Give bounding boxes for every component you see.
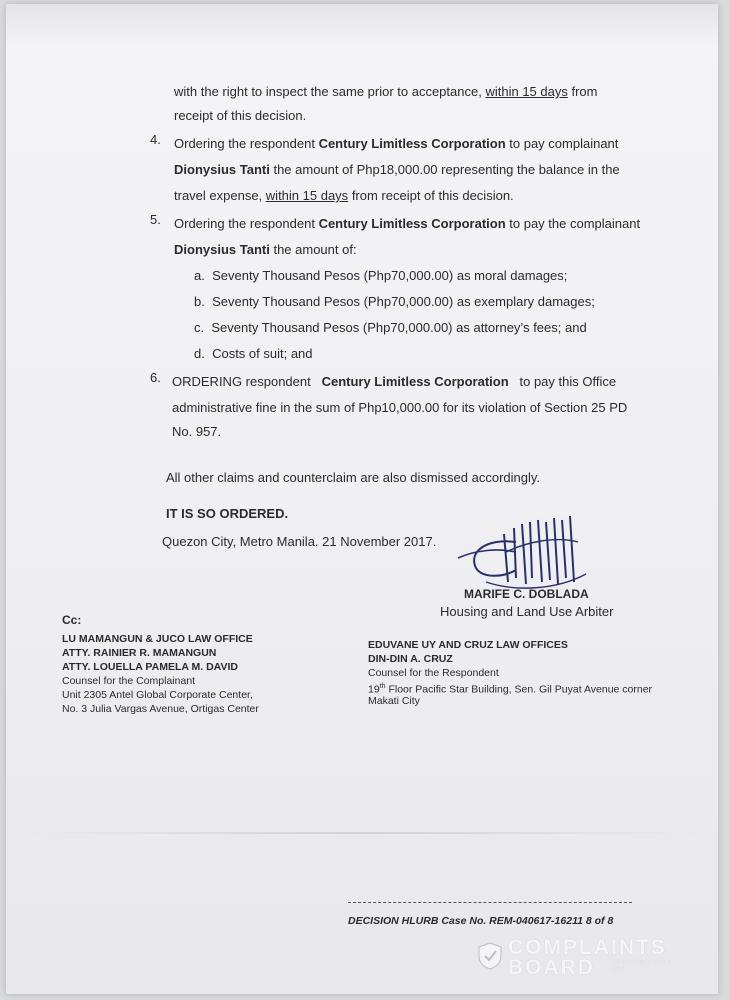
- watermark-tagline: CONSUMERS SINCE 2008: [612, 960, 672, 973]
- document-page: [6, 4, 718, 994]
- cc-left-line-2: ATTY. RAINIER R. MAMANGUN: [62, 647, 217, 659]
- item-6-line-3: No. 957.: [172, 424, 222, 439]
- continuation-line-2: receipt of this decision.: [174, 108, 307, 123]
- item-5-number: 5.: [150, 212, 161, 227]
- item-6-number: 6.: [150, 370, 161, 385]
- item-6-line-1: ORDERING respondent Century Limitless Corporation to pay this Office: [172, 374, 617, 389]
- arbiter-title: Housing and Land Use Arbiter: [440, 604, 614, 619]
- shield-icon: [478, 942, 502, 970]
- subitem-a: a. Seventy Thousand Pesos (Php70,000.00) as moral damages;: [194, 268, 568, 283]
- cc-right-line-2: DIN-DIN A. CRUZ: [368, 653, 453, 665]
- watermark-line-1: COMPLAINTS: [508, 936, 667, 959]
- cc-right-address-2: Makati City: [368, 695, 420, 707]
- cc-label: Cc:: [62, 613, 82, 627]
- item-4-line-2: Dionysius Tanti the amount of Php18,000.00 representing the balance in the: [174, 162, 620, 177]
- cc-right-address-1: 19th Floor Pacific Star Building, Sen. Gil Puyat Avenue corner: [368, 683, 653, 696]
- complaints-board-watermark: [474, 934, 700, 986]
- item-6-line-2: administrative fine in the sum of Php10,000.00 for its violation of Section 25 PD: [172, 400, 628, 415]
- place-date: Quezon City, Metro Manila. 21 November 2017.: [162, 534, 437, 549]
- cc-left-line-5: Unit 2305 Antel Global Corporate Center,: [62, 689, 253, 701]
- cc-left-line-4: Counsel for the Complainant: [62, 675, 196, 687]
- page-shadow: [6, 4, 718, 44]
- item-4-line-3: travel expense, within 15 days from receipt of this decision.: [174, 188, 514, 203]
- item-5-line-1: Ordering the respondent Century Limitless Corporation to pay the complainant: [174, 216, 641, 231]
- item-5-line-2: Dionysius Tanti the amount of:: [174, 242, 357, 257]
- cc-right-line-3: Counsel for the Respondent: [368, 667, 499, 679]
- cc-left-line-6: No. 3 Julia Vargas Avenue, Ortigas Center: [62, 703, 259, 715]
- footer-reference: DECISION HLURB Case No. REM-040617-16211 8 of 8: [348, 915, 614, 927]
- paper-fold: [6, 832, 718, 834]
- cc-left-line-1: LU MAMANGUN & JUCO LAW OFFICE: [62, 633, 253, 645]
- so-ordered: IT IS SO ORDERED.: [166, 506, 289, 521]
- subitem-c: c. Seventy Thousand Pesos (Php70,000.00) as attorney’s fees; and: [194, 320, 587, 335]
- watermark-line-2: BOARD: [508, 956, 595, 979]
- item-4-number: 4.: [150, 132, 161, 147]
- footer-rule: [348, 902, 632, 903]
- other-claims: All other claims and counterclaim are also dismissed accordingly.: [166, 470, 541, 485]
- subitem-d: d. Costs of suit; and: [194, 346, 313, 361]
- cc-right-line-1: EDUVANE UY AND CRUZ LAW OFFICES: [368, 639, 568, 651]
- continuation-line-1: with the right to inspect the same prior to acceptance, within 15 days from: [174, 84, 598, 99]
- cc-left-line-3: ATTY. LOUELLA PAMELA M. DAVID: [62, 661, 238, 673]
- arbiter-name: MARIFE C. DOBLADA: [464, 587, 589, 601]
- item-4-line-1: Ordering the respondent Century Limitless Corporation to pay complainant: [174, 136, 619, 151]
- subitem-b: b. Seventy Thousand Pesos (Php70,000.00) as exemplary damages;: [194, 294, 595, 309]
